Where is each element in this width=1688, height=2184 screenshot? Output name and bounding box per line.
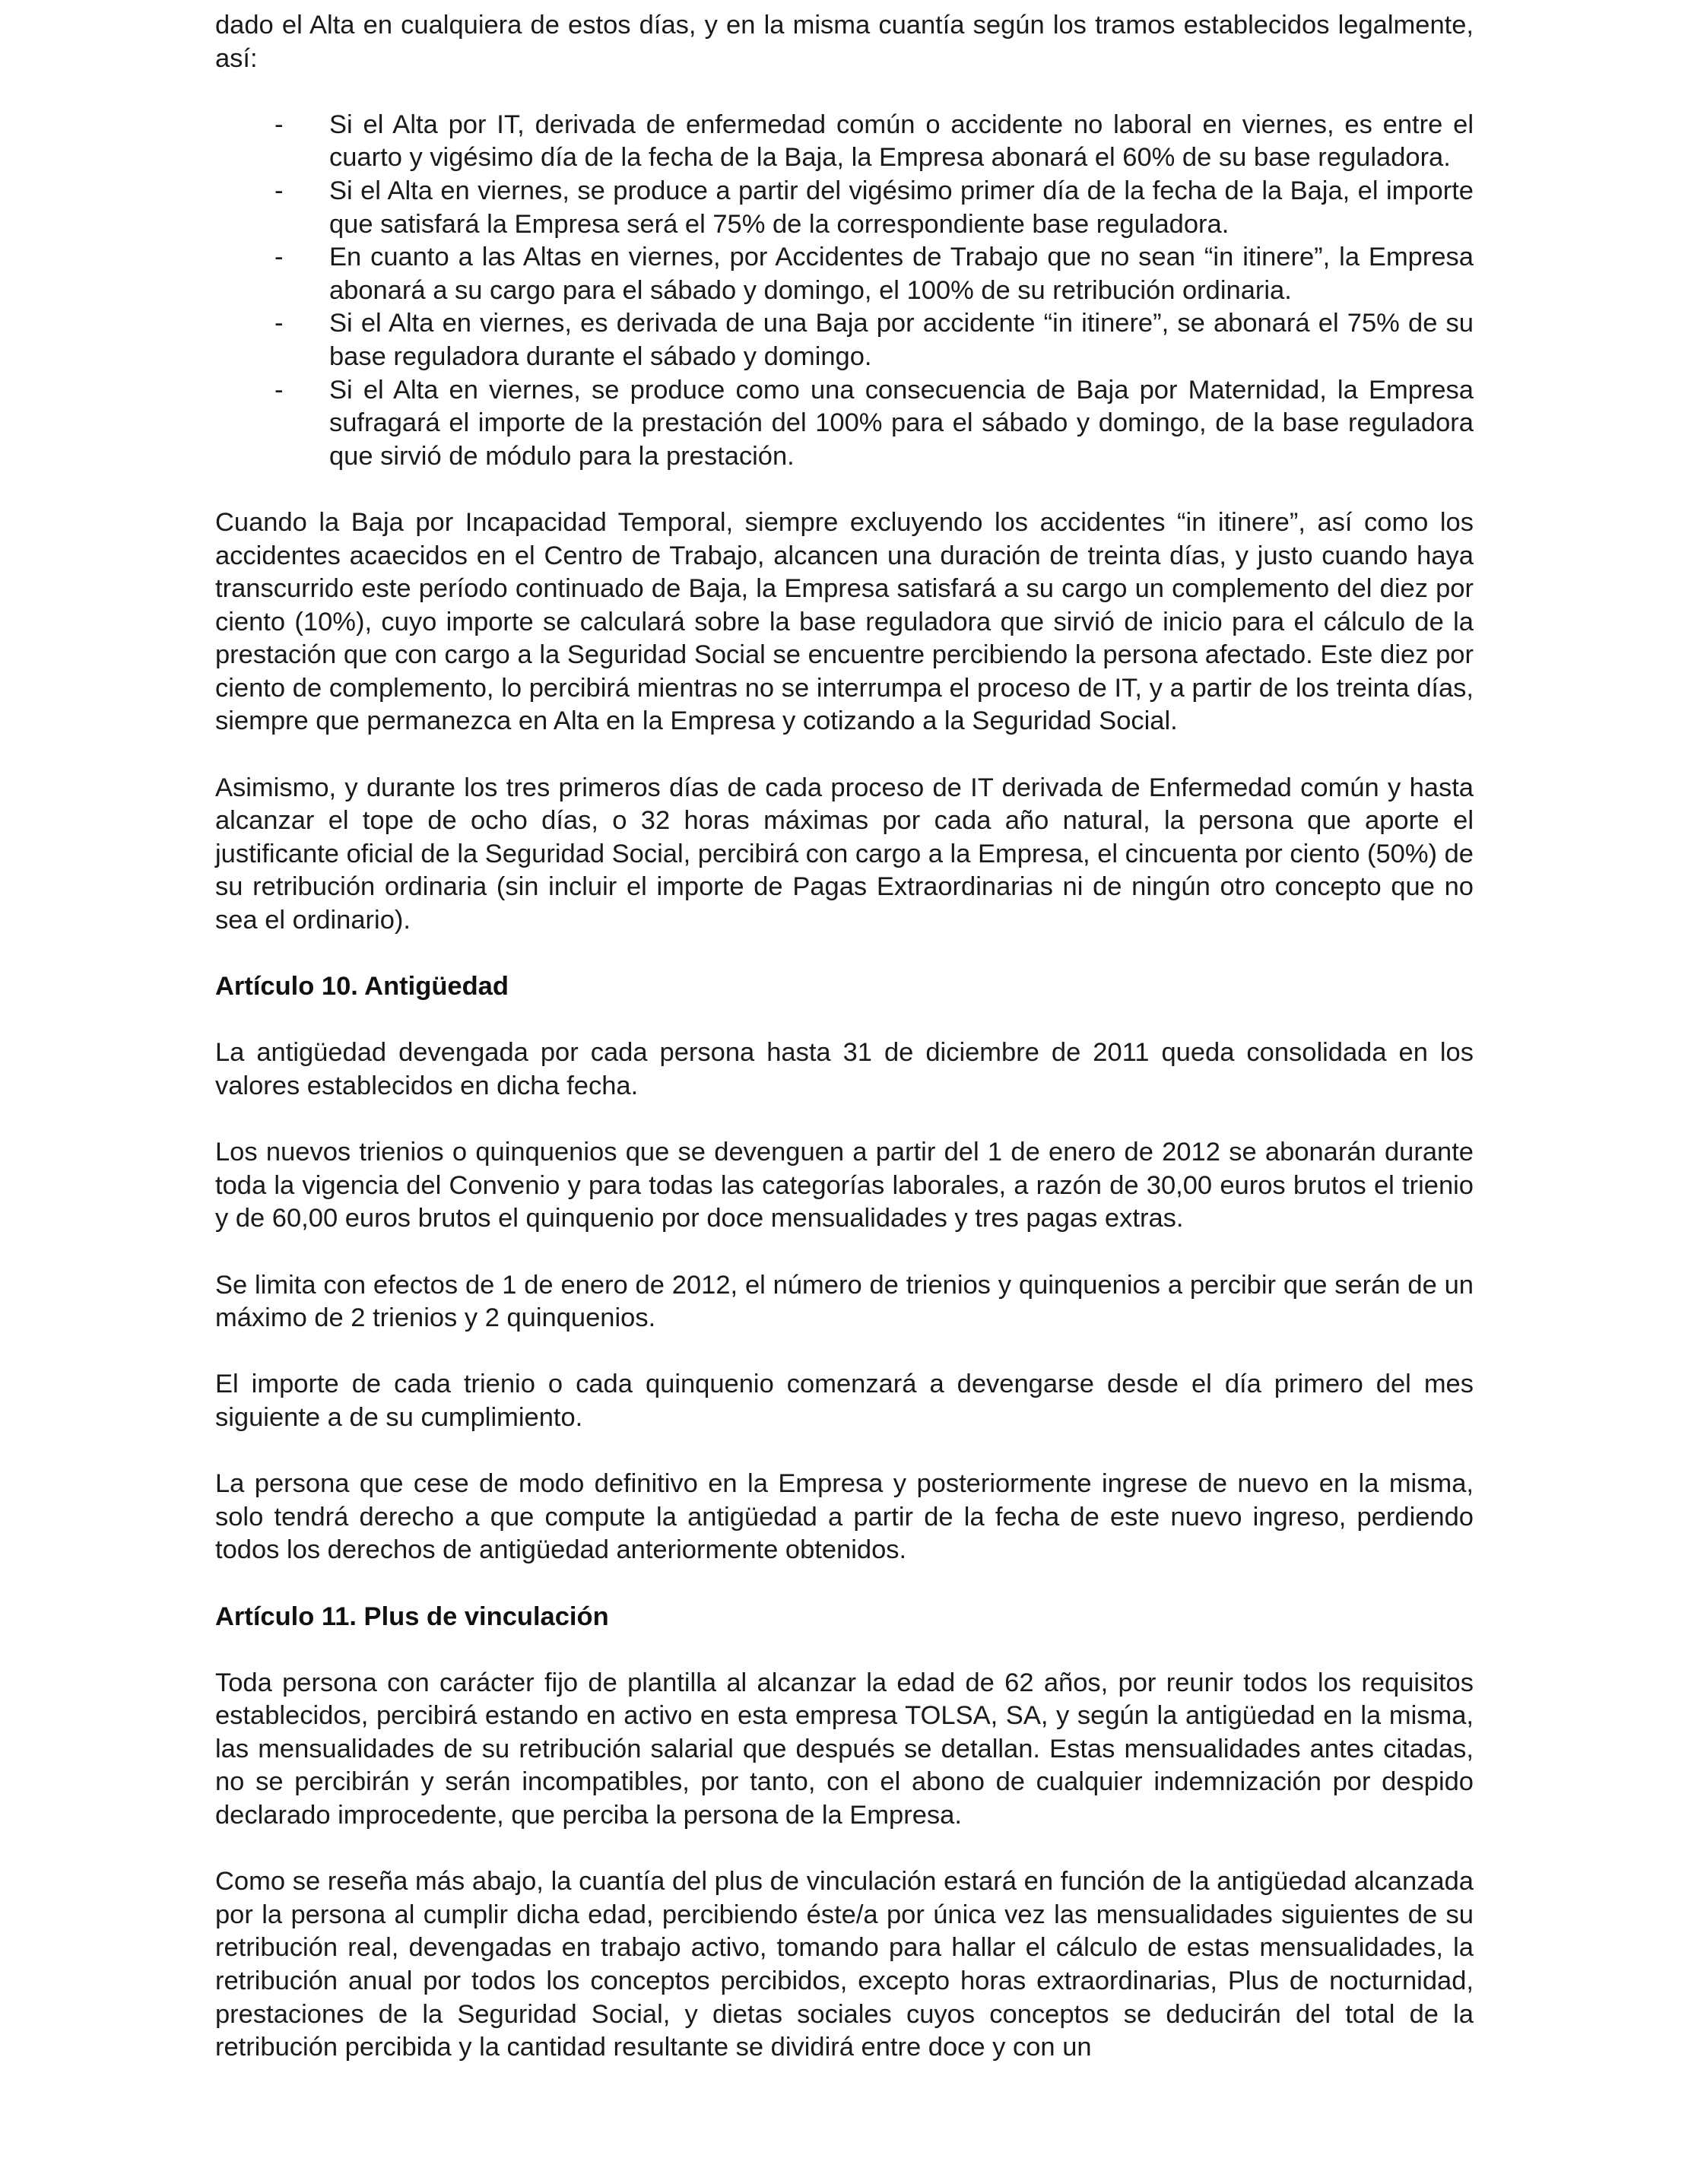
list-item (215, 307, 1474, 373)
bullet-dash: - (274, 309, 284, 338)
bullet-list (215, 109, 1474, 474)
list-item-text: En cuanto a las Altas en viernes, por Accidentes de Trabajo que no sean “in itinere”, la Empresa abonará a su cargo para el sábado y domingo, el 100% de su retribución ordinaria. (329, 243, 1474, 305)
document-page (215, 9, 1474, 2065)
bullet-dash: - (274, 110, 284, 139)
article-10-paragraph: La antigüedad devengada por cada persona hasta 31 de diciembre de 2011 queda consolidada en los valores establecidos en dicha fecha. (215, 1038, 1474, 1100)
article-11-paragraph: Como se reseña más abajo, la cuantía del plus de vinculación estará en función de la antigüedad alcanzada por la persona al cumplir dicha edad, percibiendo éste/a por única vez las mensualidades siguientes de su retribución real, devengadas en trabajo activo, tomando para hallar el cálculo de estas mensualidades, la retribución anual por todos los conceptos percibidos, excepto horas extraordinarias, Plus de nocturnidad, prestaciones de la Seguridad Social, y dietas sociales cuyos conceptos se deducirán del total de la retribución percibida y la cantidad resultante se dividirá entre doce y con un (215, 1867, 1474, 2062)
list-item (215, 241, 1474, 307)
article-11-heading: Artículo 11. Plus de vinculación (215, 1601, 609, 1631)
list-item-text: Si el Alta por IT, derivada de enfermedad común o accidente no laboral en viernes, es entre el cuarto y vigésimo día de la fecha de la Baja, la Empresa abonará el 60% de su base reguladora. (329, 110, 1474, 173)
bullet-dash: - (274, 375, 284, 405)
list-item (215, 374, 1474, 474)
article-10-heading: Artículo 10. Antigüedad (215, 972, 509, 1002)
list-item-text: Si el Alta en viernes, se produce a partir del vigésimo primer día de la fecha de la Baja, el importe que satisfará la Empresa será el 75% de la correspondiente base reguladora. (329, 176, 1474, 239)
list-item-text: Si el Alta en viernes, es derivada de una Baja por accidente “in itinere”, se abonará el 75% de su base reguladora durante el sábado y domingo. (329, 309, 1474, 371)
list-item (215, 175, 1474, 241)
list-item (215, 109, 1474, 175)
article-10-paragraph: Los nuevos trienios o quinquenios que se devenguen a partir del 1 de enero de 2012 se abonarán durante toda la vigencia del Convenio y para todas las categorías laborales, a razón de 30,00 euros brutos el trienio y de 60,00 euros brutos el quinquenio por doce mensualidades y tres pagas extras. (215, 1138, 1474, 1233)
article-11-paragraph: Toda persona con carácter fijo de plantilla al alcanzar la edad de 62 años, por reunir todos los requisitos establecidos, percibirá estando en activo en esta empresa TOLSA, SA, y según la antigüedad en la misma, las mensualidades de su retribución salarial que después se detallan. Estas mensualidades antes citadas, no se percibirán y serán incompatibles, por tanto, con el abono de cualquier indemnización por despido declarado improcedente, que perciba la persona de la Empresa. (215, 1668, 1474, 1830)
article-10-paragraph: Se limita con efectos de 1 de enero de 2012, el número de trienios y quinquenios a percibir que serán de un máximo de 2 trienios y 2 quinquenios. (215, 1270, 1474, 1333)
list-item-text: Si el Alta en viernes, se produce como una consecuencia de Baja por Maternidad, la Empresa sufragará el importe de la prestación del 100% para el sábado y domingo, de la base reguladora que sirvió de módulo para la prestación. (329, 375, 1474, 471)
bullet-dash: - (274, 176, 284, 205)
intro-paragraph: dado el Alta en cualquiera de estos días, y en la misma cuantía según los tramos establecidos legalmente, así: (215, 11, 1474, 73)
paragraph-incapacidad-temporal: Cuando la Baja por Incapacidad Temporal, siempre excluyendo los accidentes “in itinere”, así como los accidentes acaecidos en el Centro de Trabajo, alcancen una duración de treinta días, y justo cuando haya transcurrido este período continuado de Baja, la Empresa satisfará a su cargo un complemento del diez por ciento (10%), cuyo importe se calculará sobre la base reguladora que sirvió de inicio para el cálculo de la prestación que con cargo a la Seguridad Social se encuentre percibiendo la persona afectado. Este diez por ciento de complemento, lo percibirá mientras no se interrumpa el proceso de IT, y a partir de los treinta días, siempre que permanezca en Alta en la Empresa y cotizando a la Seguridad Social. (215, 507, 1474, 736)
article-10-paragraph: El importe de cada trienio o cada quinquenio comenzará a devengarse desde el día primero del mes siguiente a de su cumplimiento. (215, 1370, 1474, 1432)
article-10-paragraph: La persona que cese de modo definitivo en la Empresa y posteriormente ingrese de nuevo en la misma, solo tendrá derecho a que compute la antigüedad a partir de la fecha de este nuevo ingreso, perdiendo todos los derechos de antigüedad anteriormente obtenidos. (215, 1469, 1474, 1565)
bullet-dash: - (274, 243, 284, 272)
paragraph-enfermedad-comun: Asimismo, y durante los tres primeros días de cada proceso de IT derivada de Enfermedad común y hasta alcanzar el tope de ocho días, o 32 horas máximas por cada año natural, la persona que aporte el justificante oficial de la Seguridad Social, percibirá con cargo a la Empresa, el cincuenta por ciento (50%) de su retribución ordinaria (sin incluir el importe de Pagas Extraordinarias ni de ningún otro concepto que no sea el ordinario). (215, 773, 1474, 935)
